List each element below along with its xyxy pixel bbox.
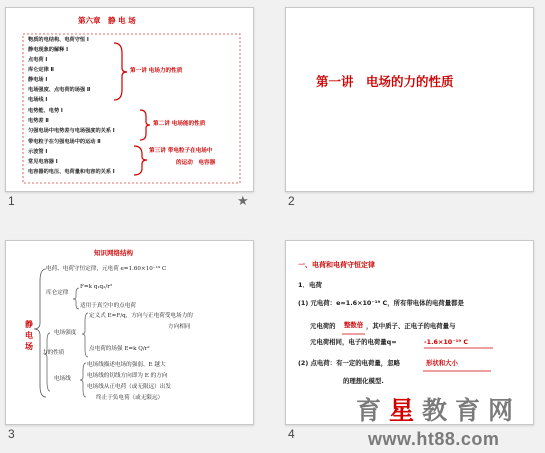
answer-blank-1: 整数倍 — [344, 321, 364, 329]
tree-node: 定义式 E=F/q，方向与正电荷受电场力的 — [89, 313, 193, 319]
watermark-char: 育 — [455, 396, 481, 425]
slide-4-para: 元电荷的 — [310, 322, 336, 330]
lecture-3-label-cont: 的运动 电容器 — [176, 160, 216, 166]
tree-node: 电场线从正电荷（或无限远）出发 — [87, 384, 171, 390]
slide-thumbnail-3[interactable] — [5, 240, 254, 425]
tree-node: 方向相同 — [168, 324, 191, 330]
tree-node: 库仑定律 — [46, 290, 69, 296]
list-item: 库仑定律 Ⅱ — [28, 67, 54, 73]
slide-4-para: 的理想化模型. — [343, 377, 384, 385]
list-item: 电场线 Ⅰ — [28, 97, 48, 103]
slide-1-title: 第六章 静 电 场 — [78, 16, 136, 25]
tree-node: 适用于真空中的点电荷 — [80, 303, 136, 309]
watermark-url: www.ht88.com — [368, 429, 500, 449]
lecture-1-label: 第一讲 电场力的性质 — [130, 68, 183, 74]
slide-number-3: 3 — [8, 427, 15, 441]
tree-node: 电场线的切线方向即为 E 的方向 — [87, 373, 168, 379]
tree-node: F=k q₁q₂/r² — [80, 284, 113, 290]
answer-blank-3: 形状和大小 — [426, 359, 458, 367]
list-item: 电容器的电压、电荷量和电容的关系 Ⅰ — [28, 169, 115, 175]
list-item: 静电现象的解释 Ⅰ — [28, 47, 69, 53]
tree-node: 电荷、电荷守恒定律，元电荷 e=1.60×10⁻¹⁹ C — [46, 266, 167, 272]
slide-4-heading: 一、电荷和电荷守恒定律 — [298, 261, 375, 269]
slide-number-4: 4 — [288, 427, 295, 441]
watermark-char: 教 — [422, 396, 448, 425]
list-item: 静电场 Ⅰ — [28, 77, 48, 83]
side-char: 电 — [25, 331, 33, 340]
slide-2-title: 第一讲 电场的力的性质 — [316, 74, 454, 89]
slide-thumbnail-1[interactable] — [5, 7, 254, 192]
slide-4-para: (2) 点电荷：有一定的电荷量，忽略 — [298, 359, 400, 367]
slide-4-para: 元电荷相同，电子的电荷量q= — [310, 338, 397, 346]
list-item: 电势差 Ⅱ — [28, 118, 49, 124]
side-char: 场 — [25, 342, 33, 351]
tree-node: 电场线 — [54, 376, 71, 382]
lecture-3-label: 第三讲 带电粒子在电场中 — [149, 148, 213, 154]
lecture-2-label: 第二讲 电场能的性质 — [153, 121, 206, 127]
list-item: 常见电容器 Ⅰ — [28, 159, 58, 165]
slide-number-1: 1 — [8, 194, 15, 208]
watermark-char: 星 — [389, 396, 415, 425]
tree-node: 电场强度 — [54, 330, 77, 336]
list-item: 匀强电场中电势差与电场强度的关系 Ⅰ — [28, 128, 115, 134]
list-item: 点电荷 Ⅰ — [28, 57, 48, 63]
list-item: 物质的电结构、电荷守恒 Ⅰ — [28, 37, 89, 43]
slide-4-item: 1．电荷 — [298, 281, 323, 289]
tree-node: 力的性质 — [42, 350, 65, 356]
slide-thumbnail-2[interactable] — [285, 7, 534, 192]
watermark-char: 育 — [356, 396, 382, 425]
side-char: 静 — [25, 320, 33, 329]
list-item: 示波管 Ⅰ — [28, 149, 48, 155]
slide-4-para: ，其中质子、正电子的电荷量与 — [366, 322, 456, 330]
tree-node: 终止于负电荷（或无限远） — [96, 395, 164, 401]
list-item: 电场强度、点电荷的场强 Ⅱ — [28, 87, 91, 93]
slide-4-para: (1) 元电荷：e=1.6×10⁻¹⁹ C，所有带电体的电荷量都是 — [298, 299, 464, 307]
tree-node: 点电荷的场强 E=k Q/r² — [89, 346, 150, 352]
list-item: 带电粒子在匀强电场中的运动 Ⅱ — [28, 139, 101, 145]
slide-number-2: 2 — [288, 194, 295, 208]
watermark-char: 网 — [488, 396, 514, 425]
answer-blank-2: -1.6×10⁻¹⁹ C — [424, 338, 469, 346]
slide-3-title: 知识网络结构 — [94, 249, 133, 257]
tree-node: 电场线描述电场的强弱、E 越大 — [87, 362, 166, 368]
list-item: 电势能、电势 Ⅰ — [28, 108, 63, 114]
star-icon[interactable]: ★ — [237, 194, 249, 209]
